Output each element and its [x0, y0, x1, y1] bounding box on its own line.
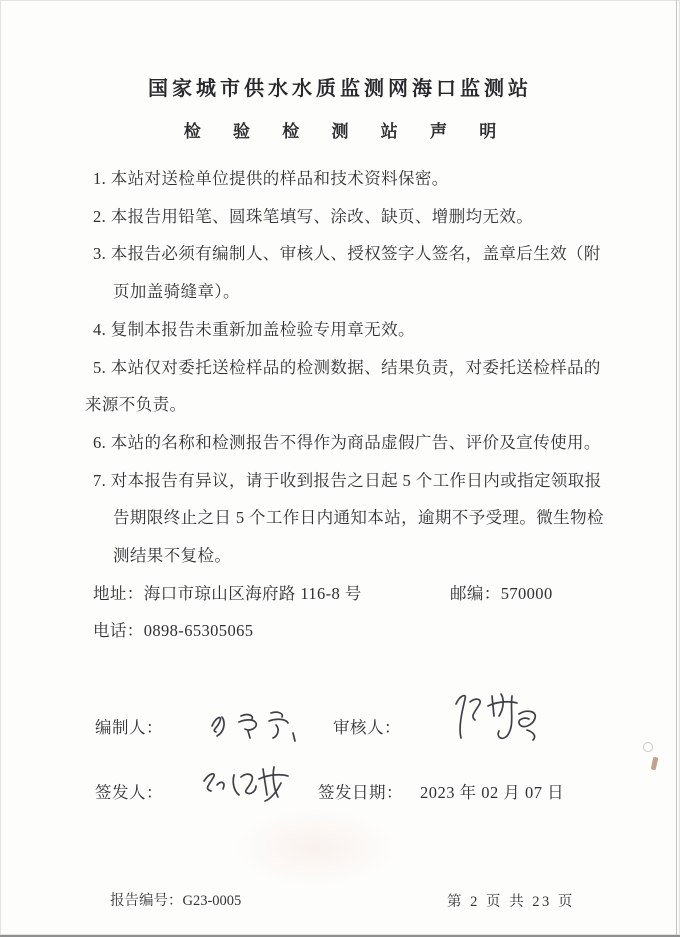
- page-indicator: 第 2 页 共 23 页: [447, 894, 575, 910]
- declaration-item-4: 4. 复制本报告未重新加盖检验专用章无效。: [93, 319, 415, 339]
- report-number: 报告编号：G23-0005: [110, 893, 242, 909]
- declaration-item-7-line-3: 测结果不复检。: [113, 546, 232, 566]
- reviewer-label: 审核人：: [333, 718, 401, 737]
- postcode-text: 邮编：570000: [450, 583, 553, 603]
- paper-speck: [651, 757, 659, 771]
- declaration-item-7-line-2: 告期限终止之日 5 个工作日内通知本站，逾期不予受理。微生物检: [113, 508, 604, 528]
- issuer-signature: [196, 760, 292, 806]
- issue-date-label: 签发日期：: [318, 783, 403, 802]
- phone-line: 电话：0898-65305065: [93, 621, 254, 641]
- issuer-label: 签发人：: [95, 783, 163, 802]
- page-subtitle: 检 验 检 测 站 声 明: [183, 122, 511, 141]
- declaration-item-2: 2. 本报告用铅笔、圆珠笔填写、涂改、缺页、增删均无效。: [93, 206, 534, 226]
- reviewer-signature: [448, 685, 548, 751]
- preparer-label: 编制人：: [95, 718, 163, 737]
- declaration-item-7-line-1: 7. 对本报告有异议，请于收到报告之日起 5 个工作日内或指定领取报: [93, 470, 602, 490]
- page-title: 国家城市供水水质监测网海口监测站: [148, 78, 532, 100]
- address-line: [93, 575, 593, 613]
- issue-date-value: 2023 年 02 月 07 日: [420, 783, 565, 802]
- paper-speck-ring: [643, 742, 653, 752]
- declaration-item-1: 1. 本站对送检单位提供的样品和技术资料保密。: [93, 169, 449, 188]
- address-text: 地址：海口市琼山区海府路 116-8 号: [93, 583, 362, 603]
- declaration-item-6: 6. 本站的名称和检测报告不得作为商品虚假广告、评价及宣传使用。: [93, 432, 601, 452]
- declaration-item-5-line-2: 来源不负责。: [85, 395, 187, 415]
- declaration-item-3-line-2: 页加盖骑缝章）。: [113, 282, 240, 302]
- declaration-item-3-line-1: 3. 本报告必须有编制人、审核人、授权签字人签名，盖章后生效（附: [93, 244, 601, 264]
- preparer-signature: [205, 703, 307, 745]
- stamp-bleedthrough-ghost: [235, 808, 395, 888]
- declaration-body: [85, 160, 604, 650]
- declaration-item-5-line-1: 5. 本站仅对委托送检样品的检测数据、结果负责，对委托送检样品的: [93, 357, 601, 377]
